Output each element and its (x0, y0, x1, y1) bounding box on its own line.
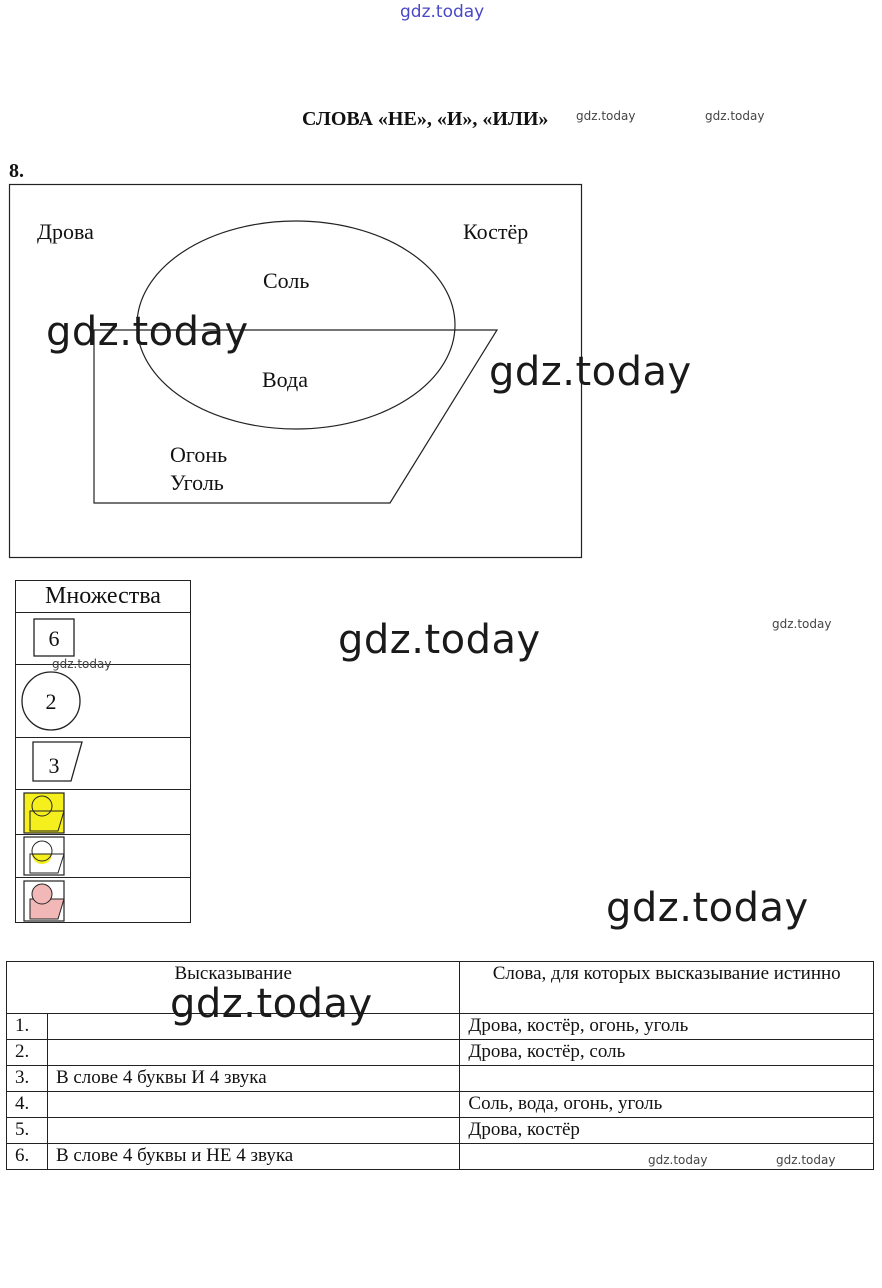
watermark-title-2: gdz.today (705, 109, 765, 123)
sets-row-yellow-outer (16, 790, 191, 835)
page-title: СЛОВА «НЕ», «И», «ИЛИ» (302, 108, 549, 130)
watermark-diagram-right: gdz.today (489, 349, 692, 395)
watermark-title-1: gdz.today (576, 109, 636, 123)
circle-mini-icon (32, 796, 52, 816)
table-row (7, 1144, 874, 1170)
row-number: 5. (7, 1118, 48, 1144)
words-cell: Дрова, костёр, огонь, уголь (460, 1014, 874, 1040)
parallelogram-number: 3 (48, 753, 60, 778)
row-number: 2. (7, 1040, 48, 1066)
row-number: 3. (7, 1066, 48, 1092)
statement-cell[interactable] (47, 1118, 459, 1144)
label-voda: Вода (262, 367, 308, 392)
words-cell: Соль, вода, огонь, уголь (460, 1092, 874, 1118)
words-cell[interactable] (460, 1066, 874, 1092)
pink-circle-icon (32, 884, 52, 904)
watermark-sets: gdz.today (52, 657, 112, 671)
set-parallelogram (94, 330, 497, 503)
table-row (7, 1092, 874, 1118)
label-koster: Костёр (463, 219, 529, 244)
header-statement: Высказывание (7, 962, 460, 1014)
venn-diagram (0, 0, 882, 600)
table-row (7, 1040, 874, 1066)
sets-legend-table (15, 580, 191, 923)
square-number: 6 (48, 626, 60, 651)
watermark-middle: gdz.today (338, 617, 541, 663)
table-row (7, 1014, 874, 1040)
sets-row-parallelogram (16, 738, 191, 790)
words-cell: Дрова, костёр, соль (460, 1040, 874, 1066)
statement-cell[interactable] (47, 1092, 459, 1118)
table-row (7, 1066, 874, 1092)
watermark-table-bottom-2: gdz.today (776, 1153, 836, 1167)
task-number: 8. (9, 160, 24, 182)
label-ugol: Уголь (170, 470, 224, 495)
row-number: 4. (7, 1092, 48, 1118)
sets-header: Множества (16, 581, 191, 613)
row-number: 1. (7, 1014, 48, 1040)
watermark-table-bottom-1: gdz.today (648, 1153, 708, 1167)
sets-row-circle (16, 665, 191, 738)
statements-table (6, 961, 874, 1170)
sets-row-pink (16, 878, 191, 923)
row-number: 6. (7, 1144, 48, 1170)
label-drova: Дрова (37, 219, 94, 244)
statement-cell: В слове 4 буквы И 4 звука (47, 1066, 459, 1092)
watermark-lower-right: gdz.today (606, 885, 809, 931)
label-ogon: Огонь (170, 442, 228, 467)
label-sol: Соль (263, 268, 310, 293)
header-true-words: Слова, для которых высказывание истинно (460, 962, 874, 1014)
watermark-middle-right: gdz.today (772, 617, 832, 631)
watermark-top: gdz.today (400, 2, 485, 22)
sets-row-yellow-inner (16, 835, 191, 878)
watermark-diagram-left: gdz.today (46, 309, 249, 355)
statement-cell[interactable] (47, 1040, 459, 1066)
words-cell: Дрова, костёр (460, 1118, 874, 1144)
table-row (7, 1118, 874, 1144)
circle-number: 2 (45, 689, 57, 714)
statement-cell: В слове 4 буквы и НЕ 4 звука (47, 1144, 459, 1170)
watermark-table-header: gdz.today (170, 981, 373, 1027)
